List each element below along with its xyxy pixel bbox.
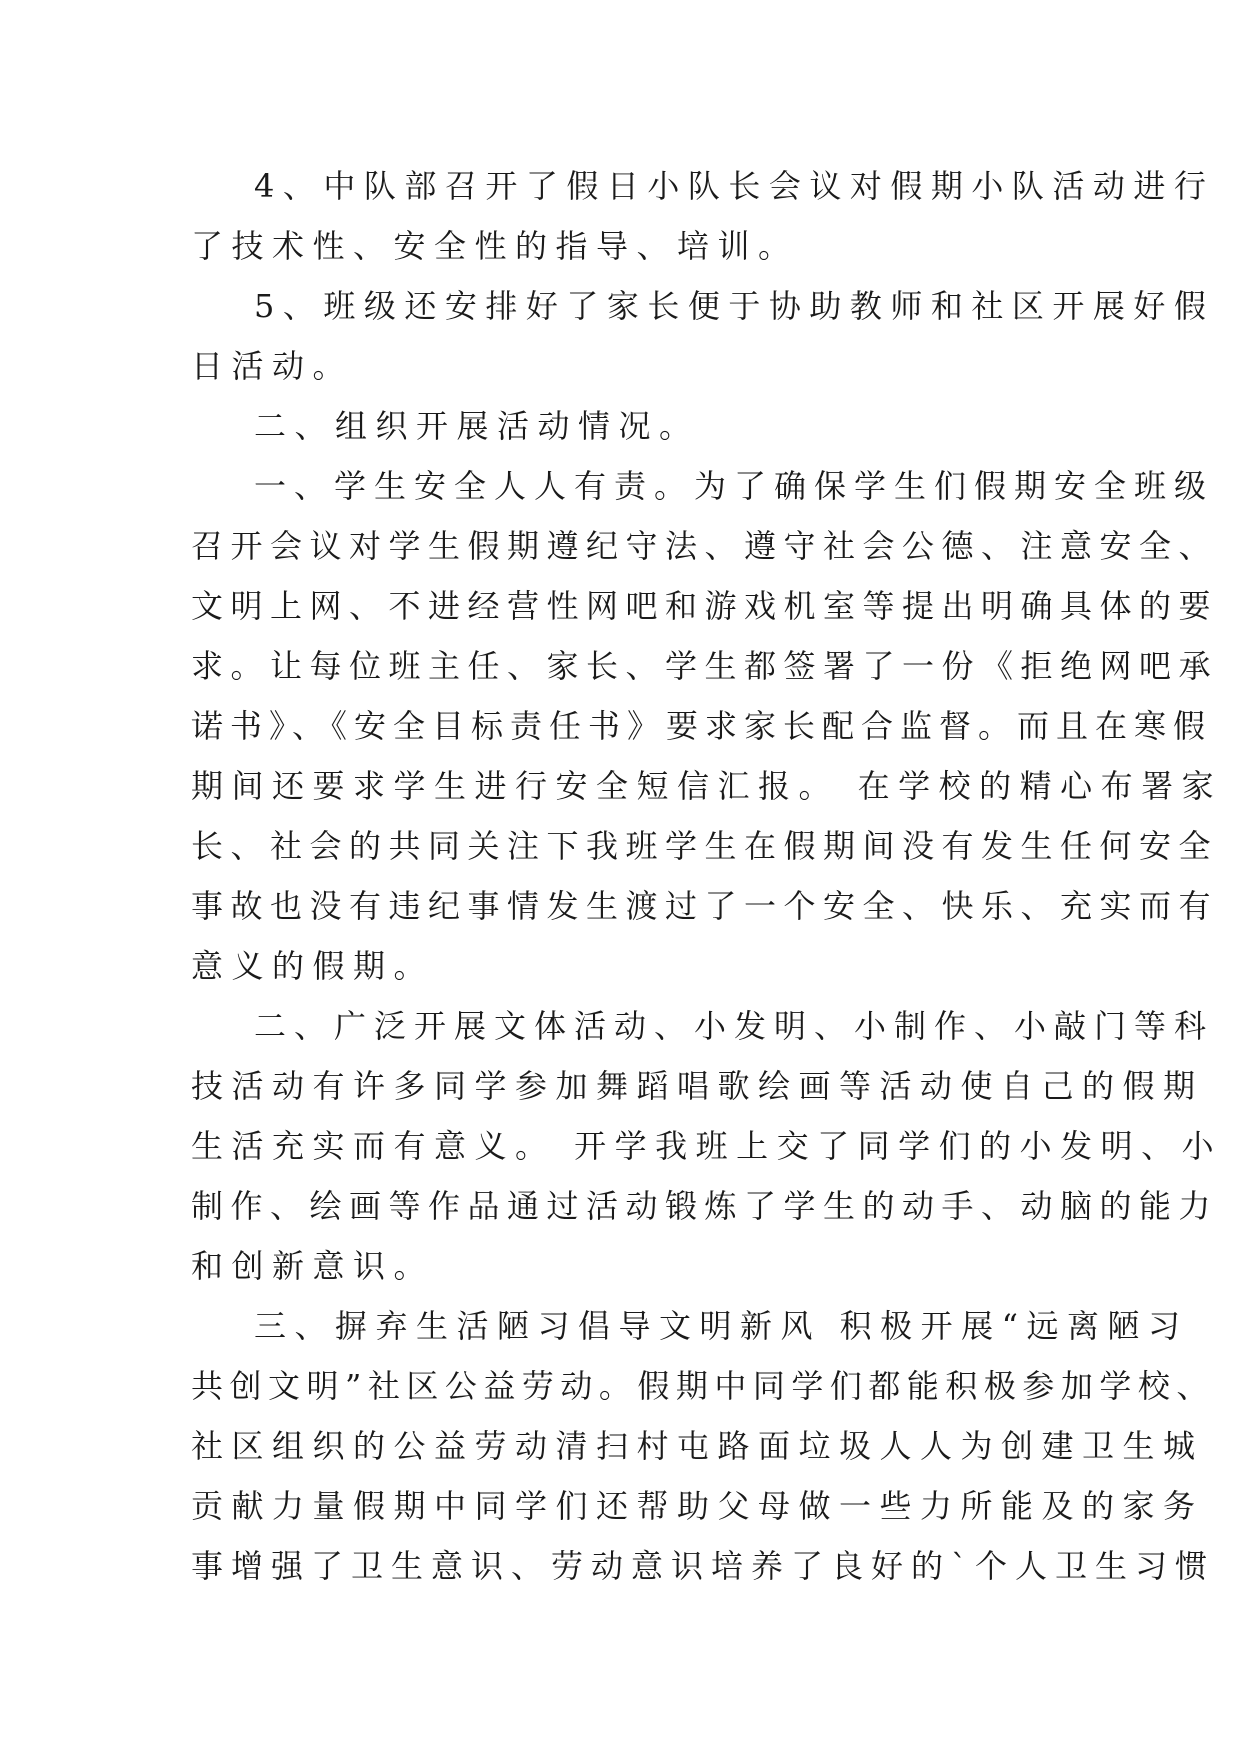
paragraph-4-line-1: 4、中队部召开了假日小队长会议对假期小队活动进行 [254, 167, 1215, 205]
safety-paragraph-line-4: 求。让每位班主任、家长、学生都签署了一份《拒绝网吧承 [191, 647, 1219, 685]
civility-paragraph-line-4: 贡献力量假期中同学们还帮助父母做一些力所能及的家务 [191, 1487, 1204, 1525]
civility-paragraph-line-5: 事增强了卫生意识、劳动意识培养了良好的`个人卫生习惯 [191, 1547, 1216, 1585]
activities-paragraph-line-3: 生活充实而有意义。 开学我班上交了同学们的小发明、小 [191, 1127, 1223, 1165]
activities-paragraph-line-4: 制作、绘画等作品通过活动锻炼了学生的动手、动脑的能力 [191, 1187, 1219, 1225]
civility-paragraph-line-2: 共创文明”社区公益劳动。假期中同学们都能积极参加学校、 [191, 1367, 1215, 1405]
safety-paragraph-line-8: 事故也没有违纪事情发生渡过了一个安全、快乐、充实而有 [191, 887, 1219, 925]
activities-paragraph-line-5: 和创新意识。 [191, 1247, 435, 1285]
safety-paragraph-line-7: 长、社会的共同关注下我班学生在假期间没有发生任何安全 [191, 827, 1219, 865]
safety-paragraph-line-9: 意义的假期。 [191, 947, 435, 985]
safety-paragraph-line-2: 召开会议对学生假期遵纪守法、遵守社会公德、注意安全、 [191, 527, 1219, 565]
activities-paragraph-line-1: 二、广泛开展文体活动、小发明、小制作、小敲门等科 [254, 1007, 1215, 1045]
paragraph-5-line-2: 日活动。 [191, 347, 354, 385]
section-heading: 二、组织开展活动情况。 [254, 407, 700, 445]
civility-paragraph-line-1: 三、摒弃生活陋习倡导文明新风 积极开展“远离陋习 [254, 1307, 1189, 1345]
safety-paragraph-line-6: 期间还要求学生进行安全短信汇报。 在学校的精心布署家 [191, 767, 1223, 805]
civility-paragraph-line-3: 社区组织的公益劳动清扫村屯路面垃圾人人为创建卫生城 [191, 1427, 1204, 1465]
activities-paragraph-line-2: 技活动有许多同学参加舞蹈唱歌绘画等活动使自己的假期 [191, 1067, 1204, 1105]
safety-paragraph-line-1: 一、学生安全人人有责。为了确保学生们假期安全班级 [254, 467, 1215, 505]
paragraph-4-line-2: 了技术性、安全性的指导、培训。 [191, 227, 799, 265]
safety-paragraph-line-3: 文明上网、不进经营性网吧和游戏机室等提出明确具体的要 [191, 587, 1219, 625]
safety-paragraph-line-5: 诺书》、《安全目标责任书》要求家长配合监督。而且在寒假 [191, 707, 1213, 745]
paragraph-5-line-1: 5、班级还安排好了家长便于协助教师和社区开展好假 [254, 287, 1215, 325]
